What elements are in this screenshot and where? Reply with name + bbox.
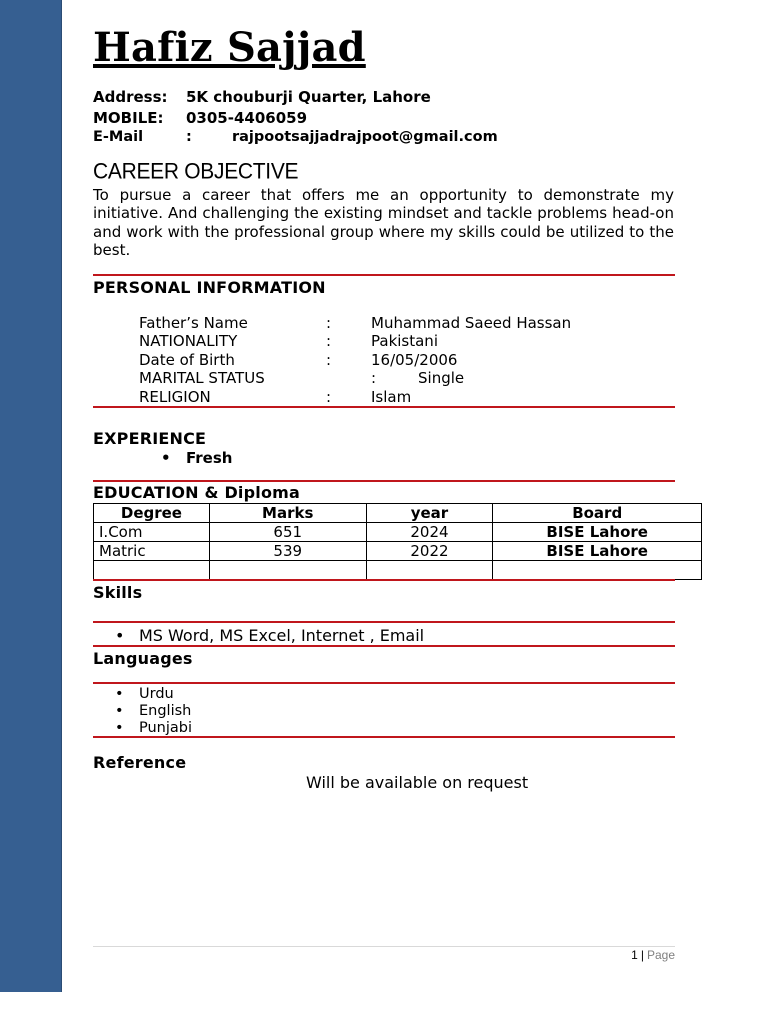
education-board: BISE Lahore bbox=[493, 523, 702, 542]
section-divider bbox=[93, 621, 675, 623]
list-item bbox=[115, 720, 192, 737]
personal-colon: : bbox=[326, 350, 332, 369]
education-marks: 539 bbox=[209, 542, 366, 561]
mobile-label: MOBILE: bbox=[93, 109, 164, 127]
education-year: 2022 bbox=[366, 542, 493, 561]
personal-key: NATIONALITY bbox=[139, 332, 238, 351]
personal-colon: : bbox=[326, 387, 332, 406]
bullet-icon: • bbox=[161, 449, 171, 467]
section-divider bbox=[93, 682, 675, 684]
personal-information-heading: PERSONAL INFORMATION bbox=[93, 278, 326, 297]
personal-value: Pakistani bbox=[371, 332, 438, 351]
table-row bbox=[94, 523, 702, 542]
candidate-name: Hafiz Sajjad bbox=[93, 24, 366, 71]
bullet-icon: • bbox=[115, 626, 125, 645]
section-divider bbox=[93, 579, 675, 581]
section-divider bbox=[93, 274, 675, 276]
education-year: 2024 bbox=[366, 523, 493, 542]
career-objective-heading: CAREER OBJECTIVE bbox=[93, 159, 299, 184]
footer-separator: | bbox=[640, 948, 644, 962]
mobile-line bbox=[93, 109, 307, 127]
language-text: English bbox=[139, 703, 192, 719]
education-degree bbox=[94, 561, 210, 580]
list-item bbox=[115, 686, 192, 703]
address-value: 5K chouburji Quarter, Lahore bbox=[186, 88, 431, 106]
personal-colon: : bbox=[326, 332, 332, 351]
personal-key: Father’s Name bbox=[139, 314, 248, 332]
page-label: Page bbox=[646, 948, 675, 962]
education-degree: Matric bbox=[94, 542, 210, 561]
education-degree: I.Com bbox=[94, 523, 210, 542]
email-label: E-Mail bbox=[93, 129, 144, 145]
skills-heading: Skills bbox=[93, 583, 143, 602]
language-text: Punjabi bbox=[139, 720, 193, 736]
left-sidebar-bar bbox=[0, 0, 62, 992]
table-row bbox=[94, 542, 702, 561]
experience-item-text: Fresh bbox=[186, 449, 233, 467]
experience-item bbox=[161, 449, 232, 467]
education-heading: EDUCATION & Diploma bbox=[93, 483, 301, 502]
table-row bbox=[94, 561, 702, 580]
section-divider bbox=[93, 406, 675, 408]
education-header-marks: Marks bbox=[209, 504, 366, 523]
personal-value: 16/05/2006 bbox=[371, 350, 458, 369]
education-marks: 651 bbox=[209, 523, 366, 542]
footer-divider bbox=[93, 946, 675, 947]
reference-heading: Reference bbox=[93, 753, 187, 772]
experience-heading: EXPERIENCE bbox=[93, 429, 207, 448]
section-divider bbox=[93, 645, 675, 647]
personal-key: RELIGION bbox=[139, 387, 211, 406]
education-table bbox=[93, 503, 702, 580]
personal-key: MARITAL STATUS bbox=[139, 369, 265, 388]
page-number: 1 bbox=[631, 948, 638, 962]
education-header-board: Board bbox=[493, 504, 702, 523]
list-item bbox=[115, 703, 192, 720]
personal-key: Date of Birth bbox=[139, 350, 235, 369]
section-divider bbox=[93, 480, 675, 482]
career-objective-text: To pursue a career that offers me an opportunity to demonstrate my initiative. And challenging the existing mindset and tackle problems head-on and work with the professional group where my skills could be utilized to the best. bbox=[93, 186, 674, 260]
personal-colon: : bbox=[326, 314, 332, 332]
email-colon: : bbox=[186, 129, 192, 145]
personal-value: Islam bbox=[371, 387, 412, 406]
education-marks bbox=[209, 561, 366, 580]
address-label: Address: bbox=[93, 88, 168, 106]
education-header-row bbox=[94, 504, 702, 523]
bullet-icon: • bbox=[115, 703, 124, 719]
reference-text: Will be available on request bbox=[306, 773, 529, 792]
education-board: BISE Lahore bbox=[493, 542, 702, 561]
language-text: Urdu bbox=[139, 686, 174, 702]
languages-list bbox=[115, 686, 192, 737]
education-year bbox=[366, 561, 493, 580]
skill-item bbox=[115, 626, 424, 645]
mobile-value: 0305-4406059 bbox=[186, 109, 308, 127]
personal-colon: : bbox=[371, 369, 377, 388]
skill-item-text: MS Word, MS Excel, Internet , Email bbox=[139, 626, 425, 645]
address-line bbox=[93, 88, 431, 106]
education-board bbox=[493, 561, 702, 580]
bullet-icon: • bbox=[115, 686, 124, 702]
page-footer bbox=[631, 948, 675, 962]
email-line bbox=[93, 129, 498, 145]
email-value[interactable]: rajpootsajjadrajpoot@gmail.com bbox=[232, 129, 498, 145]
bullet-icon: • bbox=[115, 720, 124, 736]
education-header-year: year bbox=[366, 504, 493, 523]
languages-heading: Languages bbox=[93, 649, 193, 668]
personal-value: Single bbox=[418, 369, 465, 388]
personal-value: Muhammad Saeed Hassan bbox=[371, 314, 572, 332]
section-divider bbox=[93, 736, 675, 738]
education-header-degree: Degree bbox=[94, 504, 210, 523]
